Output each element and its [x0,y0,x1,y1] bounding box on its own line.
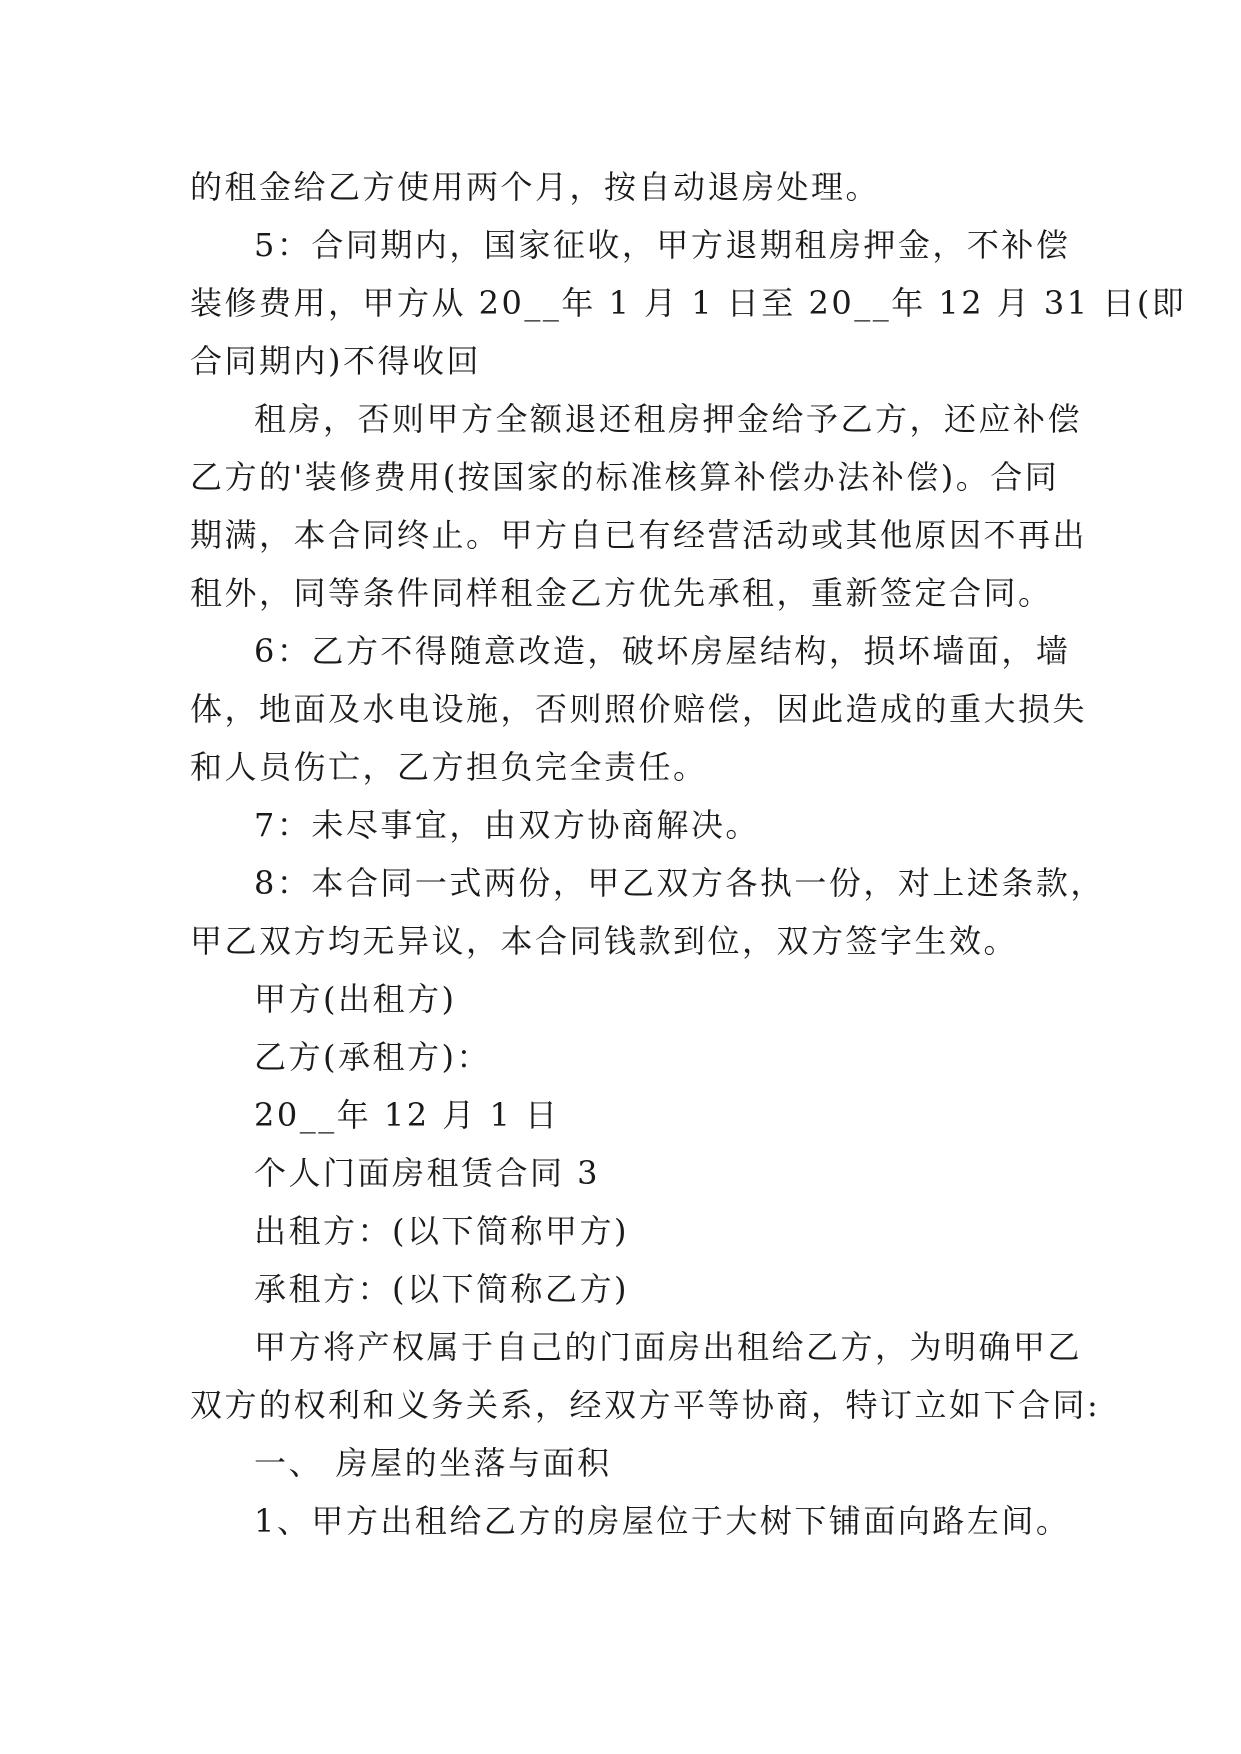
text-line-7: 期满，本合同终止。甲方自已有经营活动或其他原因不再出 [190,516,1088,554]
text-line-5: 租房，否则甲方全额退还租房押金给予乙方，还应补偿 [254,400,1083,438]
document-body [190,158,1187,1550]
text-line-10: 体，地面及水电设施，否则照价赔偿，因此造成的重大损失 [190,690,1088,728]
clause-6: 6：乙方不得随意改造，破坏房屋结构，损坏墙面，墙 [254,632,1071,670]
text-line-14: 甲乙双方均无异议，本合同钱款到位，双方签字生效。 [190,922,1019,960]
text-line-6: 乙方的'装修费用(按国家的标准核算补偿办法补偿)。合同 [190,458,1060,496]
contract-3-title: 个人门面房租赁合同 3 [254,1154,601,1192]
party-a-signature-line: 甲方(出租方) [254,980,457,1018]
section-1-item-1: 1、甲方出租给乙方的房屋位于大树下铺面向路左间。 [254,1502,1071,1540]
section-1-heading: 一、 房屋的坐落与面积 [254,1444,612,1482]
lessee-line: 承租方：(以下简称乙方) [254,1270,629,1308]
lessor-line: 出租方：(以下简称甲方) [254,1212,629,1250]
clause-5: 5：合同期内，国家征收，甲方退期租房押金，不补偿 [254,226,1071,264]
signing-date: 20__年 12 月 1 日 [254,1096,560,1134]
text-line-11: 和人员伤亡，乙方担负完全责任。 [190,748,708,786]
text-line-4: 合同期内)不得收回 [190,342,481,380]
clause-8: 8：本合同一式两份，甲乙双方各执一份，对上述条款， [254,864,1105,902]
party-b-signature-line: 乙方(承租方)： [254,1038,491,1076]
preamble-line-2: 双方的权利和义务关系，经双方平等协商，特订立如下合同: [190,1386,1101,1424]
preamble-line-1: 甲方将产权属于自己的门面房出租给乙方，为明确甲乙 [254,1328,1083,1366]
text-line-8: 租外，同等条件同样租金乙方优先承租，重新签定合同。 [190,574,1053,612]
text-line-3: 装修费用，甲方从 20__年 1 月 1 日至 20__年 12 月 31 日(即 [190,284,1187,322]
clause-7: 7：未尽事宜，由双方协商解决。 [254,806,760,844]
text-line-1: 的租金给乙方使用两个月，按自动退房处理。 [190,168,881,206]
